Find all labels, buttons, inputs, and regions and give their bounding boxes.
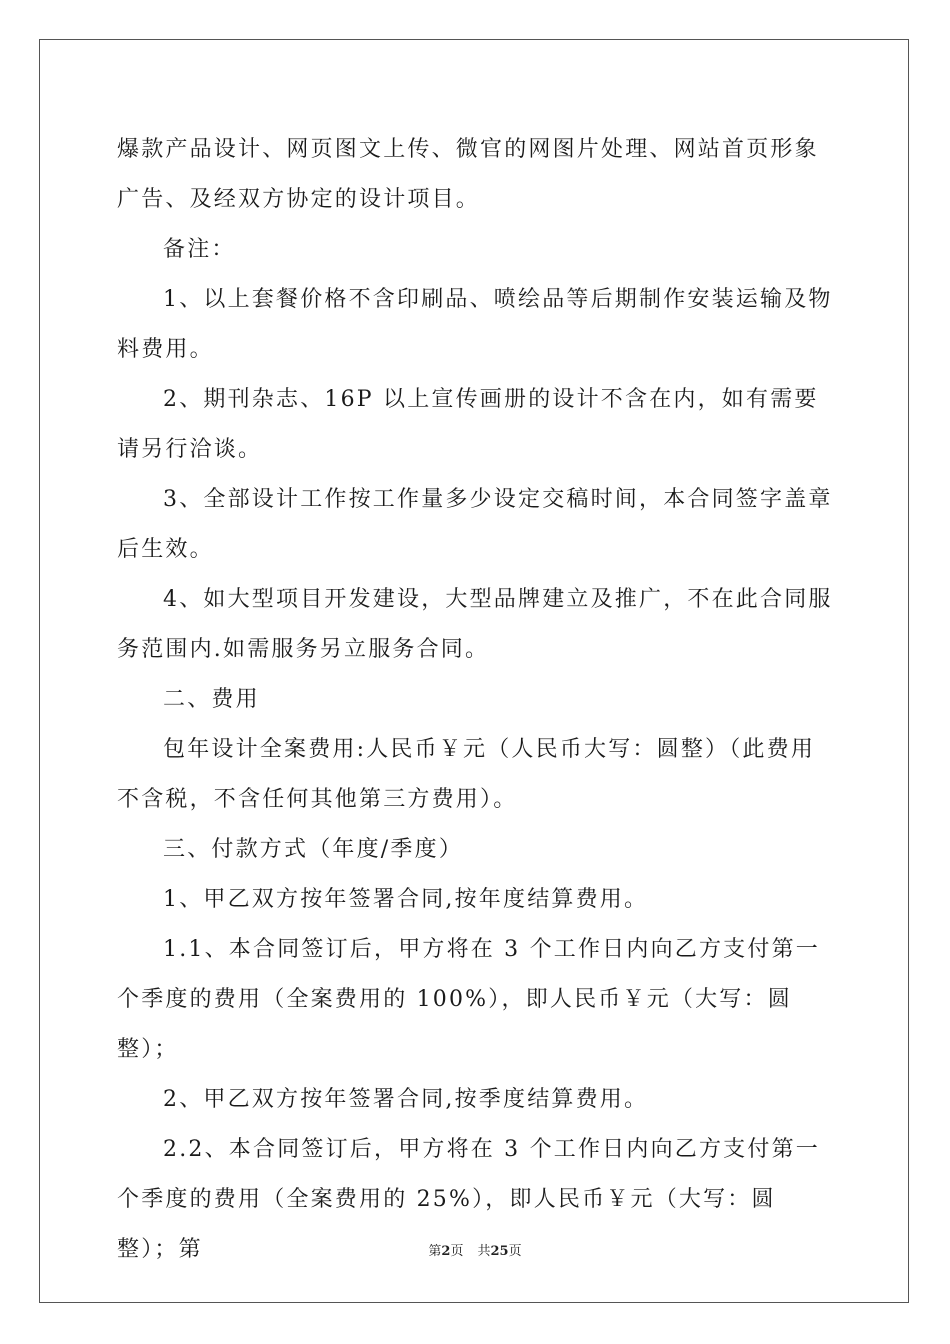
total-suffix: 页 — [508, 1244, 522, 1259]
page-number: 2 — [441, 1244, 451, 1259]
page-suffix: 页 — [450, 1244, 464, 1259]
page-prefix: 第 — [428, 1244, 442, 1259]
paragraph-payment-annual-detail: 1.1、本合同签订后，甲方将在 3 个工作日内向乙方支付第一个季度的费用（全案费用的 100%），即人民币￥元（大写：圆整）； — [117, 937, 820, 1062]
paragraph-fee-amount: 包年设计全案费用:人民币￥元（人民币大写：圆整）（此费用不含税，不含任何其他第三方费用）。 — [117, 737, 816, 812]
paragraph-notes-heading: 备注： — [163, 237, 236, 262]
section-heading-payment: 三、付款方式（年度/季度） — [163, 837, 464, 862]
paragraph-payment-quarterly-detail: 2.2、本合同签订后，甲方将在 3 个工作日内向乙方支付第一个季度的费用（全案费用的 25%），即人民币￥元（大写：圆整）；第 — [117, 1137, 820, 1262]
page-footer — [0, 1242, 950, 1262]
paragraph-note-2: 2、期刊杂志、16P 以上宣传画册的设计不含在内，如有需要请另行洽谈。 — [117, 387, 819, 462]
paragraph-payment-annual: 1、甲乙双方按年签署合同,按年度结算费用。 — [163, 887, 649, 912]
paragraph-note-1: 1、以上套餐价格不含印刷品、喷绘品等后期制作安装运输及物料费用。 — [117, 287, 833, 362]
document-body — [117, 125, 833, 1275]
paragraph-note-3: 3、全部设计工作按工作量多少设定交稿时间，本合同签字盖章后生效。 — [117, 487, 833, 562]
section-heading-fees: 二、费用 — [163, 687, 260, 712]
total-pages: 25 — [490, 1244, 509, 1259]
total-prefix: 共 — [477, 1244, 491, 1259]
paragraph-payment-quarterly: 2、甲乙双方按年签署合同,按季度结算费用。 — [163, 1087, 649, 1112]
paragraph-note-4: 4、如大型项目开发建设，大型品牌建立及推广，不在此合同服务范围内.如需服务另立服务合同。 — [117, 587, 833, 662]
paragraph-continuation: 爆款产品设计、网页图文上传、微官的网图片处理、网站首页形象广告、及经双方协定的设计项目。 — [117, 137, 819, 212]
